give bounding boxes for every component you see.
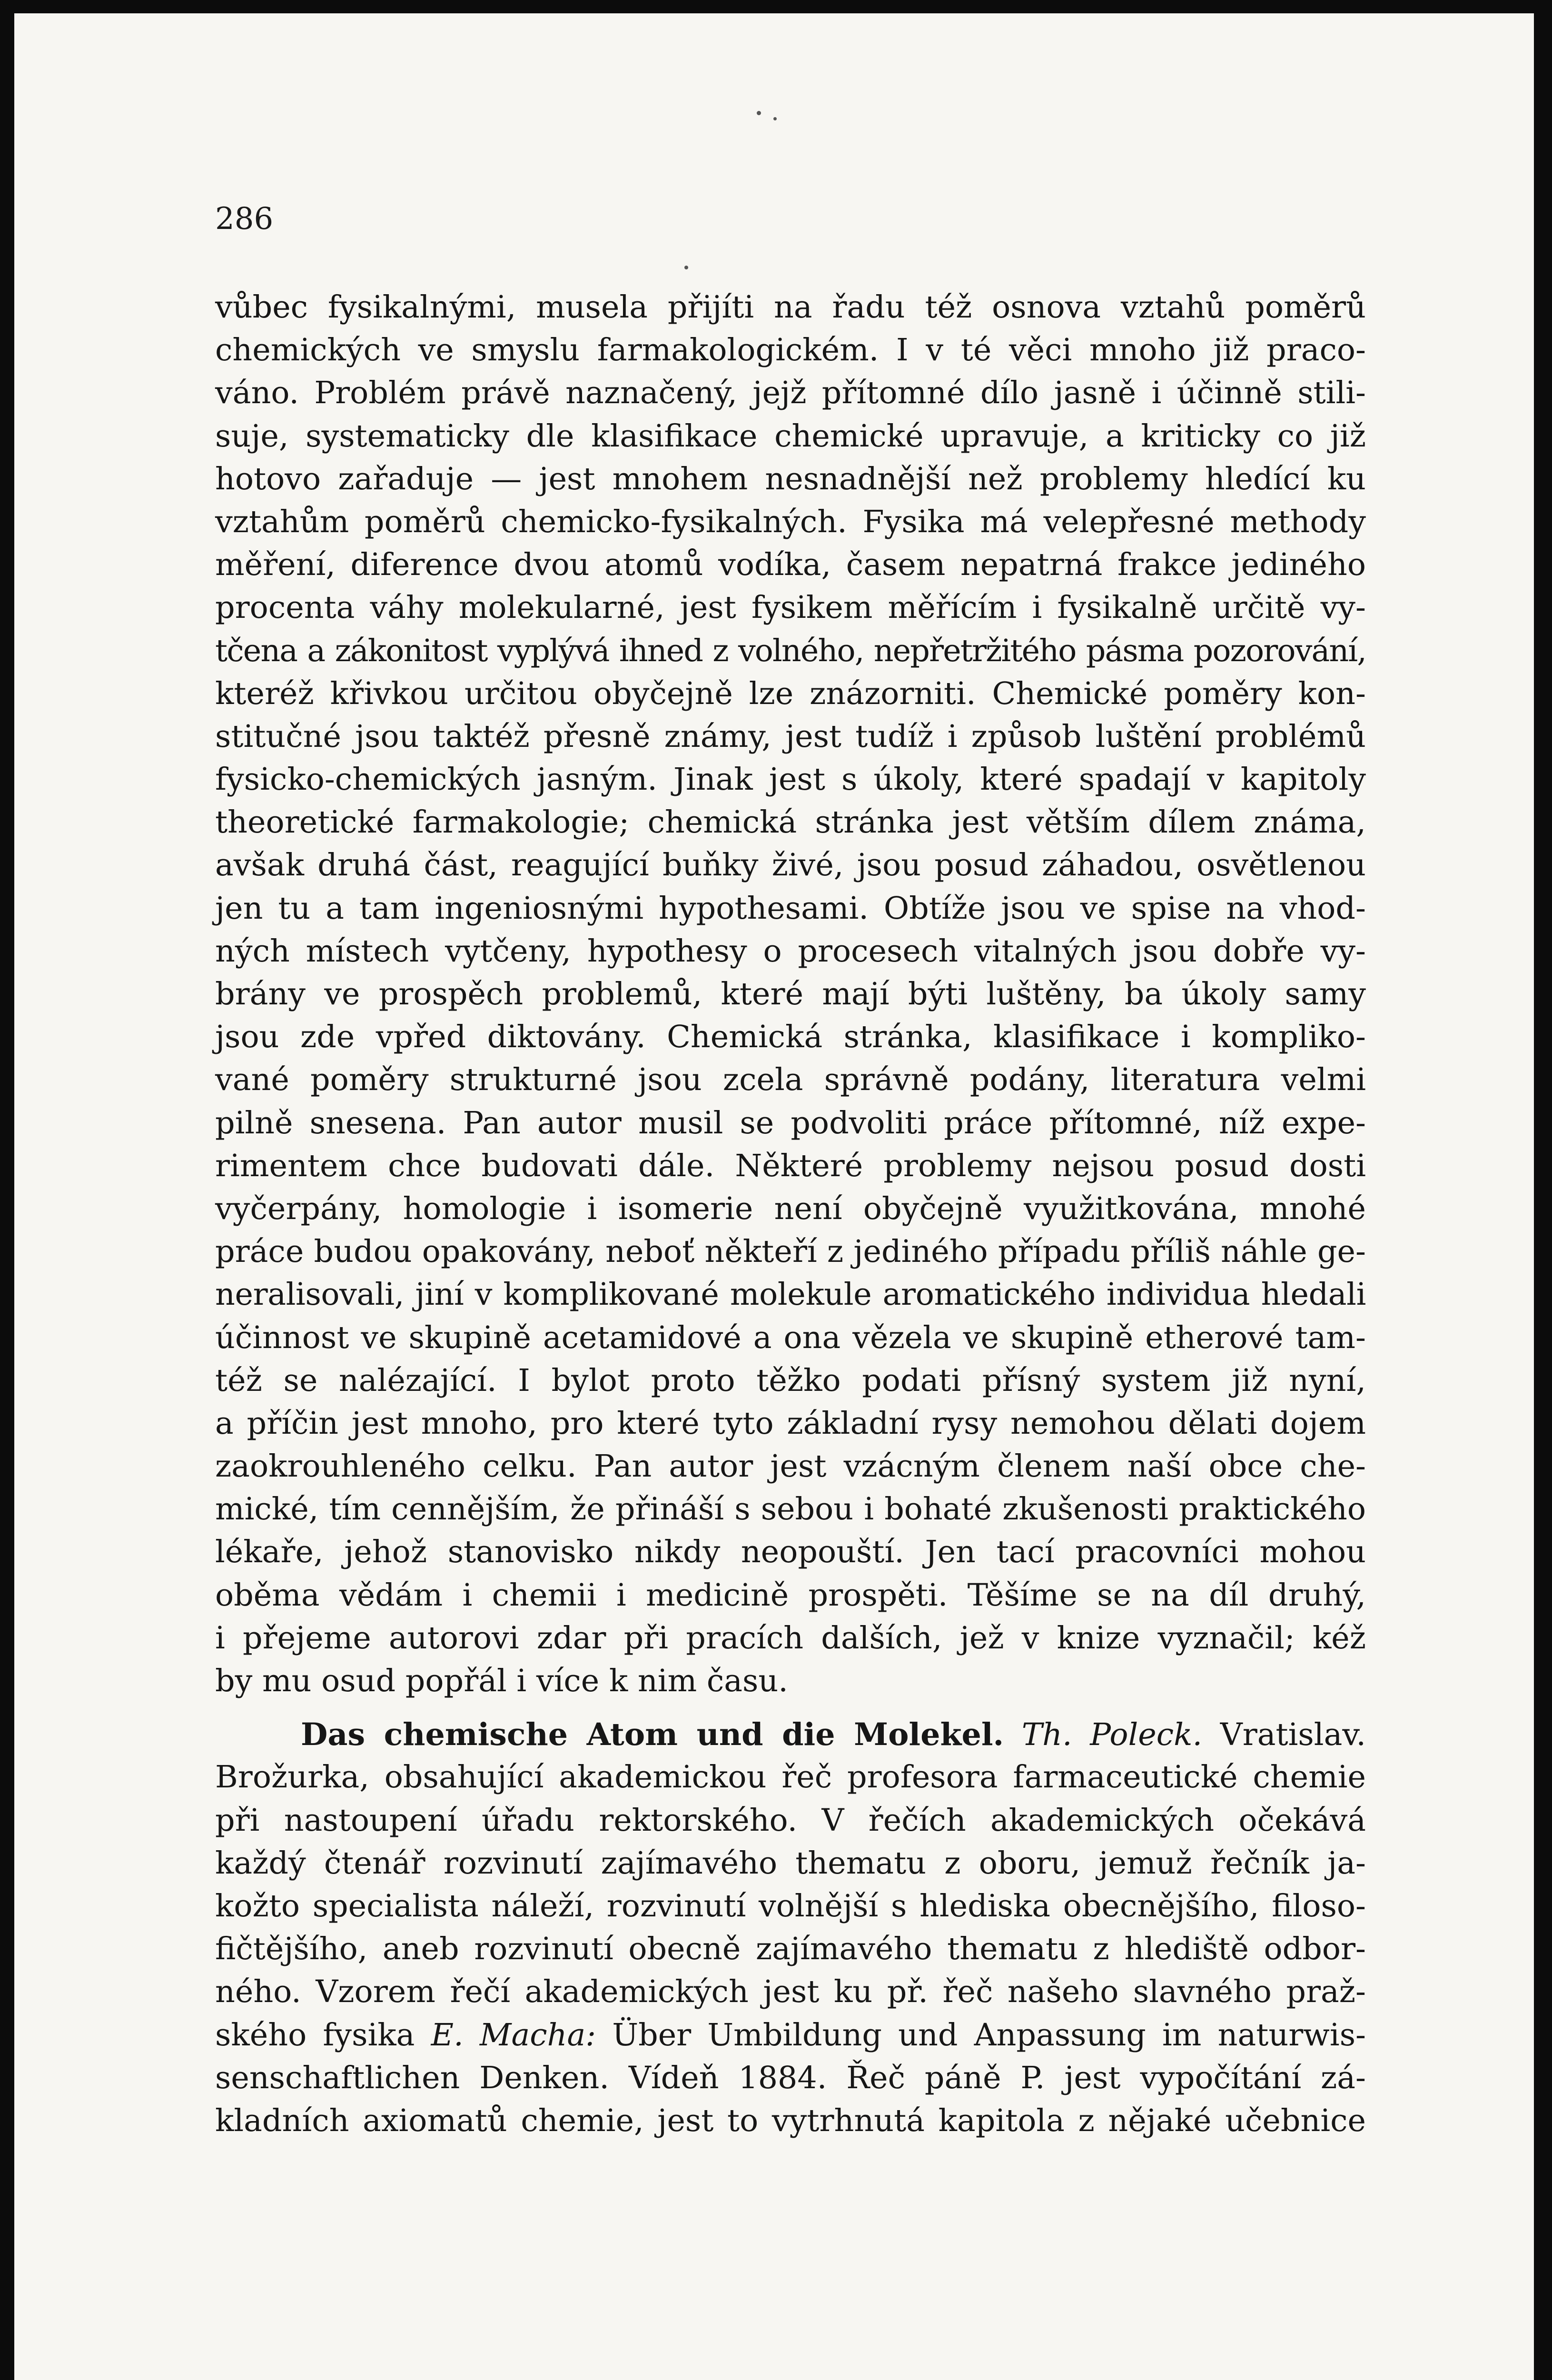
text-line: kladních axiomatů chemie, jest to vytrhnutá kapitola z nějaké učebnice	[215, 2102, 1366, 2139]
review-book-author: Th. Poleck.	[1021, 1717, 1203, 1753]
text-line-with-citation	[215, 2014, 1366, 2057]
text-line: oběma vědám i chemii i medicině prospěti. Těšíme se na díl druhý,	[215, 1577, 1366, 1613]
text-line: neralisovali, jiní v komplikované molekule aromatického individua hledali	[215, 1277, 1366, 1313]
text-line: zaokrouhleného celku. Pan autor jest vzácným členem naší obce che-	[215, 1448, 1366, 1485]
text-line: theoretické farmakologie; chemická stránka jest větším dílem známa,	[215, 804, 1366, 841]
text-line: práce budou opakovány, neboť někteří z jediného případu příliš náhle ge-	[215, 1234, 1366, 1270]
text-line: procenta váhy molekularné, jest fysikem měřícím i fysikalně určitě vy-	[215, 590, 1366, 626]
book-page	[14, 13, 1534, 2380]
text-line: při nastoupení úřadu rektorského. V řečích akademických očekává	[215, 1802, 1366, 1838]
paragraph-gap	[215, 1703, 1366, 1713]
text-line: měření, diference dvou atomů vodíka, časem nepatrná frakce jediného	[215, 547, 1366, 583]
scan-speck	[684, 266, 688, 269]
text-line: vyčerpány, homologie i isomerie není obyčejně využitkována, mnohé	[215, 1190, 1366, 1227]
text-line: ného. Vzorem řečí akademických jest ku př. řeč našeho slavného praž-	[215, 1974, 1366, 2010]
text-line: fičtějšího, aneb rozvinutí obecně zajímavého thematu z hlediště odbor-	[215, 1931, 1366, 1967]
text-line: ných místech vytčeny, hypothesy o procesech vitalných jsou dobře vy-	[215, 933, 1366, 969]
text-line: stitučné jsou taktéž přesně známy, jest tudíž i způsob luštění problémů	[215, 718, 1366, 754]
text-line: váno. Problém právě naznačený, jejž přítomné dílo jasně i účinně stili-	[215, 375, 1366, 411]
page-body-text	[215, 286, 1366, 2142]
text-line: vztahům poměrů chemicko-fysikalných. Fysika má velepřesné methody	[215, 504, 1366, 540]
text-line: senschaftlichen Denken. Vídeň 1884. Řeč páně P. jest vypočítání zá-	[215, 2060, 1366, 2096]
text-line: vané poměry strukturné jsou zcela správně podány, literatura velmi	[215, 1062, 1366, 1098]
text-line: Brožurka, obsahující akademickou řeč profesora farmaceutické chemie	[215, 1759, 1366, 1795]
text-line: hotovo zařaduje — jest mnohem nesnadnější než problemy hledící ku	[215, 461, 1366, 497]
review-paragraph-2	[215, 1713, 1366, 2142]
citation-prefix: ského fysika	[215, 2017, 415, 2053]
text-line: též se nalézající. I bylot proto těžko podati přísný system již nyní,	[215, 1362, 1366, 1398]
review-paragraph-1	[215, 286, 1366, 1703]
text-line: suje, systematicky dle klasifikace chemické upravuje, a kriticky co již	[215, 418, 1366, 454]
review-heading-line	[215, 1713, 1366, 1756]
cited-author: E. Macha:	[431, 2017, 596, 2053]
page-number: 286	[215, 201, 274, 237]
text-line: rimentem chce budovati dále. Některé problemy nejsou posud dosti	[215, 1148, 1366, 1184]
text-line: a příčin jest mnoho, pro které tyto základní rysy nemohou dělati dojem	[215, 1405, 1366, 1441]
text-line: jen tu a tam ingeniosnými hypothesami. Obtíže jsou ve spise na vhod-	[215, 890, 1366, 926]
review-book-place: Vratislav.	[1220, 1717, 1366, 1753]
text-line: každý čtenář rozvinutí zajímavého thematu z oboru, jemuž řečník ja-	[215, 1845, 1366, 1881]
text-line: kteréž křivkou určitou obyčejně lze znázorniti. Chemické poměry kon-	[215, 675, 1366, 712]
text-line: chemických ve smyslu farmakologickém. I v té věci mnoho již praco-	[215, 332, 1366, 368]
text-line: mické, tím cennějším, že přináší s sebou i bohaté zkušenosti praktického	[215, 1491, 1366, 1527]
text-line: lékaře, jehož stanovisko nikdy neopouští. Jen tací pracovníci mohou	[215, 1534, 1366, 1570]
scan-speck	[773, 117, 777, 120]
text-line: tčena a zákonitost vyplývá ihned z volného, nepřetržitého pásma pozorování,	[215, 633, 1366, 669]
text-line: kožto specialista náleží, rozvinutí volnější s hlediska obecnějšího, filoso-	[215, 1888, 1366, 1924]
text-line: avšak druhá část, reagující buňky živé, jsou posud záhadou, osvětlenou	[215, 847, 1366, 883]
text-line: by mu osud popřál i více k nim času.	[215, 1663, 788, 1699]
text-line: účinnost ve skupině acetamidové a ona vězela ve skupině etherové tam-	[215, 1319, 1366, 1356]
cited-work-title: Über Umbildung und Anpassung im naturwis-	[612, 2017, 1366, 2053]
text-line: pilně snesena. Pan autor musil se podvoliti práce přítomné, níž expe-	[215, 1105, 1366, 1141]
text-line: vůbec fysikalnými, musela přijíti na řadu též osnova vztahů poměrů	[215, 289, 1366, 325]
review-book-title: Das chemische Atom und die Molekel.	[301, 1716, 1004, 1753]
text-line: jsou zde vpřed diktovány. Chemická stránka, klasifikace i kompliko-	[215, 1019, 1366, 1055]
text-line: i přejeme autorovi zdar při pracích dalších, jež v knize vyznačil; kéž	[215, 1620, 1366, 1656]
text-line: brány ve prospěch problemů, které mají býti luštěny, ba úkoly samy	[215, 976, 1366, 1012]
scan-speck	[757, 111, 761, 115]
text-line: fysicko-chemických jasným. Jinak jest s úkoly, které spadají v kapitoly	[215, 762, 1366, 798]
